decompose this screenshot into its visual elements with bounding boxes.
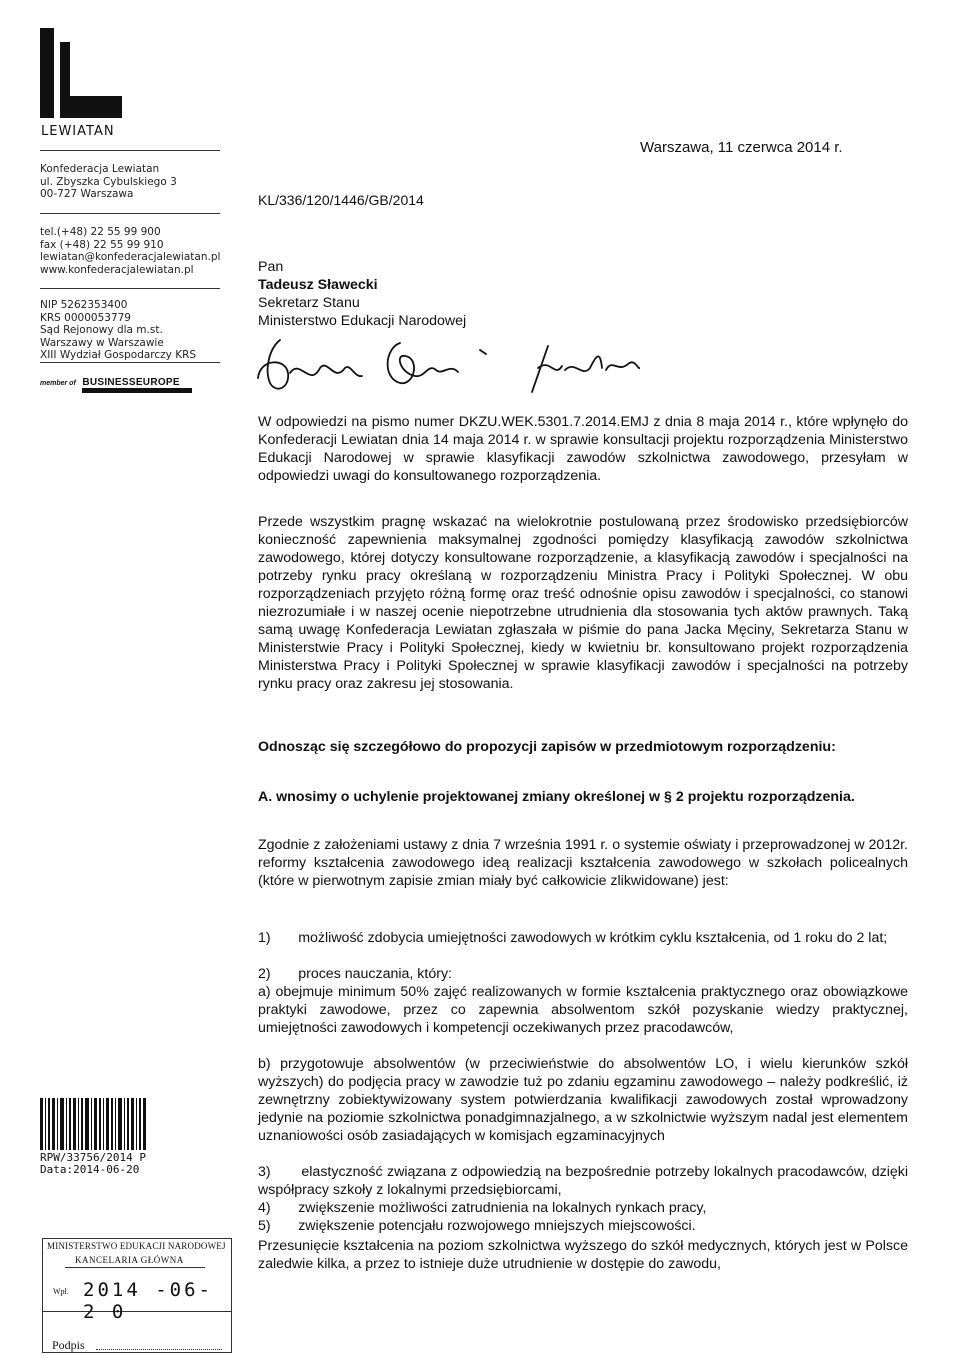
- barcode: [40, 1098, 148, 1150]
- krs: KRS 0000053779: [40, 311, 131, 324]
- list-item: a) obejmuje minimum 50% zajęć realizowanych w formie kształcenia praktycznego oraz obowiązkowe praktyki zawodowe, przez co zapewnia absolwentom szkół pozyskanie wiedzy praktycznej, umiejętności zawodowych i kompetencji oczekiwanych przez pracodawców,: [258, 984, 908, 1036]
- section-heading: Odnosząc się szczegółowo do propozycji zapisów w przedmiotowym rozporządzeniu:: [258, 739, 836, 755]
- member-name: BUSINESSEUROPE: [82, 377, 180, 388]
- phone: tel.(+48) 22 55 99 900: [40, 226, 161, 238]
- list-item: 5) zwiększenie potencjału rozwojowego mniejszych miejscowości.: [258, 1218, 696, 1234]
- sender-registry: [40, 299, 196, 362]
- lewiatan-logo: [40, 28, 122, 118]
- signature-label: Podpis: [52, 1338, 85, 1352]
- section-subheading: A. wnosimy o uchylenie projektowanej zmiany określonej w § 2 projektu rozporządzenia.: [258, 789, 855, 805]
- member-label: member of: [40, 380, 76, 387]
- website: www.konfederacjalewiatan.pl: [40, 263, 194, 276]
- recipient-institution: Ministerstwo Edukacji Narodowej: [258, 313, 467, 329]
- list-item: 4) zwiększenie możliwości zatrudnienia na lokalnych rynkach pracy,: [258, 1200, 707, 1216]
- sender-address: [40, 163, 177, 201]
- stamp-received-label: Wpł.: [53, 1287, 69, 1296]
- paragraph-context: Zgodnie z założeniami ustawy z dnia 7 września 1991 r. o systemie oświaty i przeprowadzonej w 2012r. reformy kształcenia zawodowego ideą realizacji kształcenia zawodowego w szkołach policealnych (które w pierwotnym zapisie zmian miały być całkowicie zlikwidowane) jest:: [258, 837, 908, 889]
- businesseurope-bar: [82, 388, 192, 393]
- address-line: 00-727 Warszawa: [40, 188, 134, 200]
- address-line: Konfederacja Lewiatan: [40, 163, 160, 175]
- recipient-title: Pan: [258, 259, 284, 275]
- handwritten-salutation: [250, 328, 640, 403]
- list-item: b) przygotowuje absolwentów (w przeciwieństwie do absolwentów LO, i wielu kierunków szkół wyższych) do podjęcia pracy w zawodzie tuż po zdaniu egzaminu zawodowego – należy podkreślić, iż zewnętrzny zobiektywizowany system potwierdzania kwalifikacji zawodowych został wprowadzony jedynie na poziomie szkolnictwa ponadgimnazjalnego, a w szkolnictwie wyższym nadal jest elementem uznaniowości osób zasiadających w komisjach egzaminacyjnych: [258, 1056, 908, 1144]
- recipient-position: Sekretarz Stanu: [258, 295, 360, 311]
- registration-number: [40, 1152, 146, 1176]
- rpw-date: Data:2014-06-20: [40, 1163, 140, 1176]
- address-line: ul. Zbyszka Cybulskiego 3: [40, 175, 177, 188]
- paragraph-continuation: Przesunięcie kształcenia na poziom szkolnictwa wyższego do szkół medycznych, których jest w Polsce zaledwie kilka, a przez to istnieje duże utrudnienie w dostępie do zawodu,: [258, 1238, 908, 1272]
- email: lewiatan@konfederacjalewiatan.pl: [40, 251, 221, 263]
- signature-line: [96, 1349, 222, 1350]
- court-line: Sąd Rejonowy dla m.st.: [40, 324, 163, 336]
- receipt-stamp: [42, 1238, 232, 1323]
- recipient-address: [258, 258, 466, 330]
- sender-contact: [40, 226, 220, 276]
- place-date: Warszawa, 11 czerwca 2014 r.: [640, 139, 843, 156]
- reference-number: KL/336/120/1446/GB/2014: [258, 192, 424, 208]
- paragraph-main: Przede wszystkim pragnę wskazać na wielokrotnie postulowaną przez środowisko przedsiębiorców konieczność zapewnienia maksymalnej zgodności pomiędzy klasyfikacją zawodów szkolnictwa zawodowego, której dotyczy konsultowane rozporządzenie, a klasyfikacją zawodów i specjalności na potrzeby rynku pracy określaną w rozporządzeniu Ministra Pracy i Polityki Społecznej. W obu rozporządzeniach przyjęto różną formę oraz treść odnośnie opisu zawodów i specjalności, co stanowi niezrozumiałe i w naszej ocenie niepotrzebne utrudnienia dla stosowania tych aktów prawnych. Taką samą uwagę Konfederacja Lewiatan zgłaszała w piśmie do pana Jacka Męciny, Sekretarza Stanu w Ministerstwie Pracy i Polityki Społecznej, kiedy w kwietniu br. konsultowano projekt rozporządzenia Ministerstwa Pracy i Polityki Społecznej w sprawie klasyfikacji zawodów i specjalności na potrzeby rynku pracy oraz zakresu jej stosowania.: [258, 514, 908, 692]
- list-item: 2) proces nauczania, który:: [258, 966, 452, 982]
- court-line: Warszawy w Warszawie: [40, 336, 164, 349]
- court-line: XIII Wydział Gospodarczy KRS: [40, 349, 197, 361]
- list-item: 3) elastyczność związana z odpowiedzią na bezpośrednie potrzeby lokalnych pracodawców, dzięki współpracy szkoły z lokalnymi przedsiębiorcami,: [258, 1164, 908, 1198]
- stamp-date: 2014 -06- 2 0: [83, 1279, 213, 1323]
- stamp-ministry: MINISTERSTWO EDUKACJI NARODOWEJ: [47, 1241, 226, 1251]
- nip: NIP 5262353400: [40, 299, 128, 311]
- paragraph-intro: W odpowiedzi na pismo numer DKZU.WEK.5301.7.2014.EMJ z dnia 8 maja 2014 r., które wpłynęło do Konfederacji Lewiatan dnia 14 maja 2014 r. w sprawie konsultacji projektu rozporządzenia Ministerstwo Edukacji Narodowej w sprawie klasyfikacji zawodów szkolnictwa zawodowego, przesyłam w odpowiedzi uwagi do konsultowanego rozporządzenia.: [258, 414, 908, 484]
- recipient-name: Tadeusz Sławecki: [258, 277, 378, 293]
- fax: fax (+48) 22 55 99 910: [40, 238, 164, 251]
- brand-name: LEWIATAN: [41, 124, 115, 139]
- membership: [40, 377, 220, 388]
- list-item: 1) możliwość zdobycia umiejętności zawodowych w krótkim cyklu kształcenia, od 1 roku do 2 lat;: [258, 930, 888, 946]
- stamp-office: KANCELARIA GŁÓWNA: [75, 1255, 184, 1265]
- rpw-line: RPW/33756/2014 P: [40, 1151, 146, 1164]
